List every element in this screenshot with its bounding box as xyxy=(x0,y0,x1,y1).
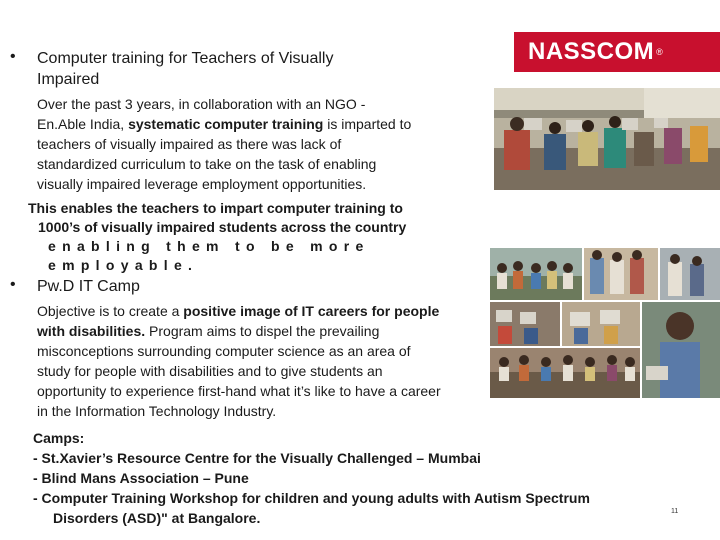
para-line: misconceptions surrounding computer science as an area of xyxy=(37,343,411,359)
camp-item: - Blind Mans Association – Pune xyxy=(33,470,249,486)
para-text: Program aims to dispel the prevailing xyxy=(145,323,380,339)
para-line: in the Information Technology Industry. xyxy=(37,403,277,419)
bullet-icon: • xyxy=(10,276,16,293)
section2-paragraph xyxy=(37,301,517,421)
para-text: Objective is to create a xyxy=(37,303,184,319)
para-line xyxy=(37,321,517,341)
camp-photo-collage xyxy=(490,248,720,398)
classroom-photo xyxy=(494,88,720,190)
emphasis-line: This enables the teachers to impart computer training to xyxy=(28,200,403,216)
para-line: standardized curriculum to take on the task of enabling xyxy=(37,156,377,172)
para-line: opportunity to experience first-hand what it’s like to have a career xyxy=(37,383,441,399)
para-emphasis: systematic computer training xyxy=(128,116,324,132)
para-emphasis: positive image of IT careers for people xyxy=(183,303,440,319)
para-line: study for people with disabilities and to give students an xyxy=(37,363,383,379)
section1-heading xyxy=(37,48,497,90)
section1-heading-line2: Impaired xyxy=(37,71,100,88)
logo-text: NASSCOM xyxy=(528,38,655,65)
nasscom-logo xyxy=(514,32,720,72)
camps-title: Camps: xyxy=(33,430,85,446)
para-line xyxy=(37,301,517,321)
camp-item: - St.Xavier’s Resource Centre for the Visually Challenged – Mumbai xyxy=(33,450,481,466)
para-text: En.Able India, xyxy=(37,116,129,132)
section1-heading-line1: Computer training for Teachers of Visually xyxy=(37,50,334,67)
emphasis-line: 1000’s of visually impaired students across the country xyxy=(38,219,407,235)
section2-heading: Pw.D IT Camp xyxy=(37,278,140,295)
camp-item: - Computer Training Workshop for children and young adults with Autism Spectrum xyxy=(33,490,590,506)
bullet-icon: • xyxy=(10,48,16,65)
camp-item-continued: Disorders (ASD)" at Bangalore. xyxy=(53,510,261,526)
section1-emphasis xyxy=(28,199,478,275)
camps-list xyxy=(33,428,693,528)
emphasis-line: enabling them to be more employable. xyxy=(48,238,370,273)
para-emphasis: with disabilities. xyxy=(37,323,146,339)
page-number: 11 xyxy=(671,508,679,515)
section1-paragraph xyxy=(37,94,507,194)
logo-registered-mark: ® xyxy=(656,47,663,57)
para-line xyxy=(37,114,507,134)
para-text: is imparted to xyxy=(323,116,412,132)
para-line: teachers of visually impaired as there was lack of xyxy=(37,136,342,152)
para-line: visually impaired leverage employment opportunities. xyxy=(37,176,367,192)
para-line: Over the past 3 years, in collaboration with an NGO - xyxy=(37,96,366,112)
